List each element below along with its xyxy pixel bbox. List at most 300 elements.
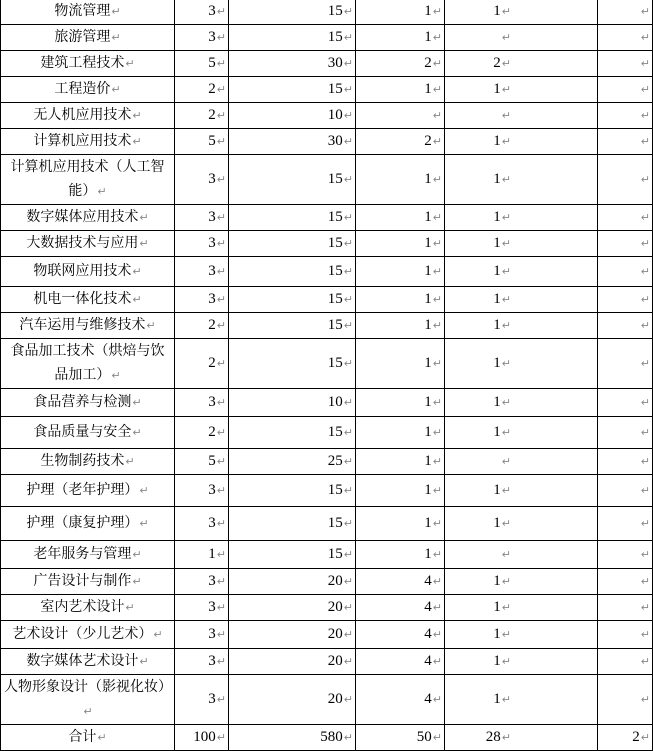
value-cell-c5 [598, 129, 653, 155]
value-cell-c2 [229, 507, 356, 541]
value-cell-c4 [445, 0, 598, 25]
paragraph-mark: ↵ [125, 455, 135, 468]
paragraph-mark: ↵ [501, 5, 511, 18]
cell-value: 3 [208, 235, 216, 251]
major-name: 人物形象设计（影视化妆） [4, 679, 172, 695]
paragraph-mark: ↵ [132, 548, 142, 561]
paragraph-mark: ↵ [501, 57, 511, 70]
paragraph-mark: ↵ [83, 705, 93, 718]
cell-value: 1 [493, 3, 501, 19]
paragraph-mark: ↵ [132, 135, 142, 148]
paragraph-mark: ↵ [111, 5, 121, 18]
value-cell-c3 [356, 389, 445, 417]
paragraph-mark: ↵ [432, 426, 442, 439]
cell-value: 5 [208, 453, 216, 469]
cell-value: 15 [327, 209, 343, 225]
value-cell-c2 [229, 675, 356, 725]
table-row [1, 205, 653, 231]
major-name-cell [1, 475, 175, 507]
value-cell-c3 [356, 231, 445, 257]
value-cell-c2 [229, 205, 356, 231]
paragraph-mark: ↵ [640, 655, 650, 668]
value-cell-c2 [229, 313, 356, 339]
major-name-cell [1, 507, 175, 541]
value-cell-c4 [445, 77, 598, 103]
paragraph-mark: ↵ [501, 293, 511, 306]
paragraph-mark: ↵ [501, 109, 511, 122]
paragraph-mark: ↵ [216, 628, 226, 641]
major-name-cell [1, 569, 175, 595]
paragraph-mark: ↵ [125, 57, 135, 70]
value-cell-c5 [598, 51, 653, 77]
value-cell-c2 [229, 231, 356, 257]
cell-value: 1 [424, 3, 432, 19]
value-cell-c4 [445, 621, 598, 649]
paragraph-mark: ↵ [640, 396, 650, 409]
cell-value: 100 [193, 729, 216, 745]
paragraph-mark: ↵ [501, 548, 511, 561]
cell-value: 2 [424, 55, 432, 71]
value-cell-c2 [229, 389, 356, 417]
table-row [1, 25, 653, 51]
value-cell-c4 [445, 205, 598, 231]
value-cell-c5 [598, 725, 653, 751]
paragraph-mark: ↵ [640, 601, 650, 614]
value-cell-c3 [356, 339, 445, 389]
cell-value: 15 [327, 235, 343, 251]
table-row [1, 621, 653, 649]
paragraph-mark: ↵ [432, 655, 442, 668]
value-cell-c4 [445, 595, 598, 621]
paragraph-mark: ↵ [216, 293, 226, 306]
paragraph-mark: ↵ [432, 211, 442, 224]
value-cell-c5 [598, 541, 653, 569]
cell-value: 1 [493, 573, 501, 589]
paragraph-mark: ↵ [343, 484, 353, 497]
value-cell-c1 [175, 389, 229, 417]
major-name-cell [1, 155, 175, 205]
paragraph-mark: ↵ [640, 83, 650, 96]
cell-value: 1 [424, 394, 432, 410]
paragraph-mark: ↵ [640, 293, 650, 306]
paragraph-mark: ↵ [432, 173, 442, 186]
paragraph-mark: ↵ [343, 601, 353, 614]
cell-value: 20 [327, 573, 343, 589]
cell-value: 15 [327, 291, 343, 307]
cell-value: 3 [208, 626, 216, 642]
paragraph-mark: ↵ [432, 237, 442, 250]
major-name-cell [1, 0, 175, 25]
major-name: 计算机应用技术（人工智能） [10, 159, 165, 199]
major-name-cell [1, 541, 175, 569]
value-cell-c5 [598, 231, 653, 257]
paragraph-mark: ↵ [501, 319, 511, 332]
paragraph-mark: ↵ [343, 517, 353, 530]
value-cell-c1 [175, 103, 229, 129]
cell-value: 20 [327, 626, 343, 642]
paragraph-mark: ↵ [132, 426, 142, 439]
value-cell-c1 [175, 569, 229, 595]
cell-value: 3 [208, 691, 216, 707]
paragraph-mark: ↵ [216, 396, 226, 409]
paragraph-mark: ↵ [343, 548, 353, 561]
value-cell-c4 [445, 417, 598, 449]
paragraph-mark: ↵ [432, 396, 442, 409]
paragraph-mark: ↵ [501, 731, 511, 744]
paragraph-mark: ↵ [501, 601, 511, 614]
paragraph-mark: ↵ [501, 426, 511, 439]
paragraph-mark: ↵ [216, 211, 226, 224]
value-cell-c4 [445, 313, 598, 339]
paragraph-mark: ↵ [343, 293, 353, 306]
paragraph-mark: ↵ [432, 319, 442, 332]
value-cell-c5 [598, 0, 653, 25]
paragraph-mark: ↵ [501, 628, 511, 641]
cell-value: 15 [327, 171, 343, 187]
cell-value: 1 [493, 653, 501, 669]
cell-value: 5 [208, 133, 216, 149]
table-row [1, 155, 653, 205]
cell-value: 3 [208, 291, 216, 307]
major-name-cell [1, 725, 175, 751]
cell-value: 2 [208, 424, 216, 440]
table-row [1, 51, 653, 77]
cell-value: 15 [327, 263, 343, 279]
cell-value: 3 [208, 171, 216, 187]
value-cell-c2 [229, 725, 356, 751]
major-name-cell [1, 231, 175, 257]
cell-value: 3 [208, 209, 216, 225]
paragraph-mark: ↵ [640, 265, 650, 278]
value-cell-c4 [445, 339, 598, 389]
paragraph-mark: ↵ [501, 455, 511, 468]
table-row [1, 649, 653, 675]
value-cell-c2 [229, 595, 356, 621]
paragraph-mark: ↵ [343, 575, 353, 588]
table-row [1, 475, 653, 507]
paragraph-mark: ↵ [640, 426, 650, 439]
major-name-cell [1, 257, 175, 287]
paragraph-mark: ↵ [501, 484, 511, 497]
paragraph-mark: ↵ [501, 83, 511, 96]
value-cell-c2 [229, 25, 356, 51]
paragraph-mark: ↵ [111, 31, 121, 44]
table-row [1, 449, 653, 475]
paragraph-mark: ↵ [432, 293, 442, 306]
value-cell-c5 [598, 287, 653, 313]
major-name-cell [1, 287, 175, 313]
paragraph-mark: ↵ [216, 357, 226, 370]
major-name: 物联网应用技术 [33, 263, 132, 279]
cell-value: 2 [208, 355, 216, 371]
major-name: 室内艺术设计 [40, 599, 125, 615]
paragraph-mark: ↵ [640, 517, 650, 530]
paragraph-mark: ↵ [432, 693, 442, 706]
value-cell-c3 [356, 103, 445, 129]
value-cell-c1 [175, 507, 229, 541]
table-row [1, 257, 653, 287]
paragraph-mark: ↵ [432, 575, 442, 588]
cell-value: 1 [424, 171, 432, 187]
major-name: 工程造价 [54, 81, 111, 97]
cell-value: 2 [208, 317, 216, 333]
cell-value: 15 [327, 355, 343, 371]
value-cell-c5 [598, 569, 653, 595]
value-cell-c2 [229, 77, 356, 103]
paragraph-mark: ↵ [640, 357, 650, 370]
paragraph-mark: ↵ [216, 5, 226, 18]
major-name-cell [1, 389, 175, 417]
paragraph-mark: ↵ [216, 548, 226, 561]
cell-value: 3 [208, 394, 216, 410]
value-cell-c2 [229, 155, 356, 205]
paragraph-mark: ↵ [139, 484, 149, 497]
value-cell-c2 [229, 257, 356, 287]
major-name: 计算机应用技术 [33, 133, 132, 149]
paragraph-mark: ↵ [216, 31, 226, 44]
major-name-cell [1, 103, 175, 129]
cell-value: 1 [424, 235, 432, 251]
value-cell-c1 [175, 25, 229, 51]
value-cell-c5 [598, 449, 653, 475]
value-cell-c3 [356, 155, 445, 205]
cell-value: 1 [493, 81, 501, 97]
value-cell-c4 [445, 257, 598, 287]
paragraph-mark: ↵ [343, 357, 353, 370]
value-cell-c1 [175, 339, 229, 389]
cell-value: 3 [208, 599, 216, 615]
table-row [1, 313, 653, 339]
paragraph-mark: ↵ [111, 369, 121, 382]
paragraph-mark: ↵ [97, 185, 107, 198]
value-cell-c2 [229, 541, 356, 569]
value-cell-c2 [229, 103, 356, 129]
paragraph-mark: ↵ [132, 396, 142, 409]
cell-value: 3 [208, 515, 216, 531]
value-cell-c2 [229, 417, 356, 449]
cell-value: 10 [327, 107, 343, 123]
paragraph-mark: ↵ [132, 265, 142, 278]
cell-value: 2 [632, 729, 640, 745]
value-cell-c1 [175, 313, 229, 339]
value-cell-c2 [229, 51, 356, 77]
cell-value: 30 [327, 133, 343, 149]
major-name-cell [1, 339, 175, 389]
value-cell-c4 [445, 103, 598, 129]
value-cell-c1 [175, 595, 229, 621]
value-cell-c3 [356, 675, 445, 725]
value-cell-c4 [445, 507, 598, 541]
value-cell-c5 [598, 507, 653, 541]
paragraph-mark: ↵ [343, 5, 353, 18]
paragraph-mark: ↵ [432, 731, 442, 744]
major-name: 机电一体化技术 [33, 291, 132, 307]
paragraph-mark: ↵ [343, 628, 353, 641]
paragraph-mark: ↵ [640, 109, 650, 122]
cell-value: 1 [493, 394, 501, 410]
cell-value: 1 [424, 355, 432, 371]
cell-value: 20 [327, 653, 343, 669]
major-name-cell [1, 649, 175, 675]
cell-value: 15 [327, 3, 343, 19]
major-name: 建筑工程技术 [40, 55, 125, 71]
paragraph-mark: ↵ [216, 57, 226, 70]
paragraph-mark: ↵ [432, 628, 442, 641]
cell-value: 15 [327, 29, 343, 45]
cell-value: 1 [493, 263, 501, 279]
cell-value: 3 [208, 653, 216, 669]
value-cell-c4 [445, 51, 598, 77]
table-body [1, 0, 653, 751]
paragraph-mark: ↵ [343, 693, 353, 706]
table-row [1, 595, 653, 621]
value-cell-c1 [175, 257, 229, 287]
value-cell-c3 [356, 621, 445, 649]
value-cell-c4 [445, 449, 598, 475]
major-name-cell [1, 205, 175, 231]
paragraph-mark: ↵ [640, 575, 650, 588]
table-row [1, 417, 653, 449]
value-cell-c4 [445, 129, 598, 155]
value-cell-c3 [356, 287, 445, 313]
cell-value: 5 [208, 55, 216, 71]
value-cell-c1 [175, 621, 229, 649]
major-name-cell [1, 77, 175, 103]
cell-value: 1 [493, 599, 501, 615]
paragraph-mark: ↵ [343, 135, 353, 148]
cell-value: 1 [493, 424, 501, 440]
paragraph-mark: ↵ [139, 517, 149, 530]
cell-value: 1 [424, 482, 432, 498]
paragraph-mark: ↵ [432, 109, 442, 122]
value-cell-c2 [229, 287, 356, 313]
value-cell-c5 [598, 621, 653, 649]
cell-value: 1 [424, 546, 432, 562]
paragraph-mark: ↵ [432, 601, 442, 614]
paragraph-mark: ↵ [343, 211, 353, 224]
paragraph-mark: ↵ [501, 517, 511, 530]
value-cell-c5 [598, 313, 653, 339]
cell-value: 1 [493, 291, 501, 307]
major-name: 艺术设计（少儿艺术） [12, 626, 153, 642]
value-cell-c1 [175, 287, 229, 313]
major-name-cell [1, 417, 175, 449]
value-cell-c5 [598, 25, 653, 51]
major-name: 生物制药技术 [40, 453, 125, 469]
paragraph-mark: ↵ [343, 109, 353, 122]
value-cell-c3 [356, 507, 445, 541]
cell-value: 1 [424, 453, 432, 469]
cell-value: 580 [320, 729, 343, 745]
cell-value: 28 [485, 729, 501, 745]
value-cell-c2 [229, 449, 356, 475]
value-cell-c2 [229, 475, 356, 507]
paragraph-mark: ↵ [132, 109, 142, 122]
value-cell-c1 [175, 675, 229, 725]
value-cell-c5 [598, 77, 653, 103]
value-cell-c1 [175, 231, 229, 257]
cell-value: 25 [327, 453, 343, 469]
value-cell-c5 [598, 675, 653, 725]
cell-value: 4 [424, 626, 432, 642]
value-cell-c1 [175, 475, 229, 507]
cell-value: 1 [424, 515, 432, 531]
cell-value: 3 [208, 263, 216, 279]
table-row [1, 507, 653, 541]
value-cell-c1 [175, 541, 229, 569]
table-row [1, 0, 653, 25]
table-row [1, 569, 653, 595]
paragraph-mark: ↵ [216, 109, 226, 122]
paragraph-mark: ↵ [501, 31, 511, 44]
paragraph-mark: ↵ [139, 237, 149, 250]
table-row [1, 725, 653, 751]
paragraph-mark: ↵ [343, 237, 353, 250]
value-cell-c1 [175, 0, 229, 25]
value-cell-c4 [445, 675, 598, 725]
cell-value: 1 [493, 133, 501, 149]
major-name: 大数据技术与应用 [26, 235, 139, 251]
cell-value: 1 [493, 209, 501, 225]
paragraph-mark: ↵ [501, 655, 511, 668]
value-cell-c1 [175, 649, 229, 675]
major-name: 物流管理 [54, 3, 111, 19]
major-name: 合计 [68, 729, 97, 745]
table-row [1, 389, 653, 417]
major-name-cell [1, 449, 175, 475]
cell-value: 1 [424, 263, 432, 279]
paragraph-mark: ↵ [343, 396, 353, 409]
table-row [1, 541, 653, 569]
paragraph-mark: ↵ [343, 31, 353, 44]
value-cell-c1 [175, 725, 229, 751]
paragraph-mark: ↵ [216, 237, 226, 250]
value-cell-c5 [598, 595, 653, 621]
major-name-cell [1, 595, 175, 621]
major-name-cell [1, 51, 175, 77]
value-cell-c2 [229, 0, 356, 25]
value-cell-c1 [175, 51, 229, 77]
value-cell-c1 [175, 155, 229, 205]
paragraph-mark: ↵ [139, 211, 149, 224]
value-cell-c4 [445, 155, 598, 205]
paragraph-mark: ↵ [343, 319, 353, 332]
value-cell-c4 [445, 389, 598, 417]
value-cell-c4 [445, 475, 598, 507]
cell-value: 1 [493, 691, 501, 707]
cell-value: 15 [327, 81, 343, 97]
paragraph-mark: ↵ [343, 426, 353, 439]
paragraph-mark: ↵ [501, 693, 511, 706]
cell-value: 2 [208, 107, 216, 123]
cell-value: 1 [424, 424, 432, 440]
value-cell-c1 [175, 449, 229, 475]
paragraph-mark: ↵ [640, 484, 650, 497]
value-cell-c4 [445, 649, 598, 675]
cell-value: 3 [208, 482, 216, 498]
cell-value: 1 [493, 317, 501, 333]
paragraph-mark: ↵ [216, 135, 226, 148]
cell-value: 50 [416, 729, 432, 745]
value-cell-c5 [598, 155, 653, 205]
cell-value: 2 [493, 55, 501, 71]
cell-value: 2 [208, 81, 216, 97]
cell-value: 1 [424, 29, 432, 45]
value-cell-c5 [598, 389, 653, 417]
paragraph-mark: ↵ [343, 57, 353, 70]
major-name-cell [1, 129, 175, 155]
paragraph-mark: ↵ [216, 575, 226, 588]
